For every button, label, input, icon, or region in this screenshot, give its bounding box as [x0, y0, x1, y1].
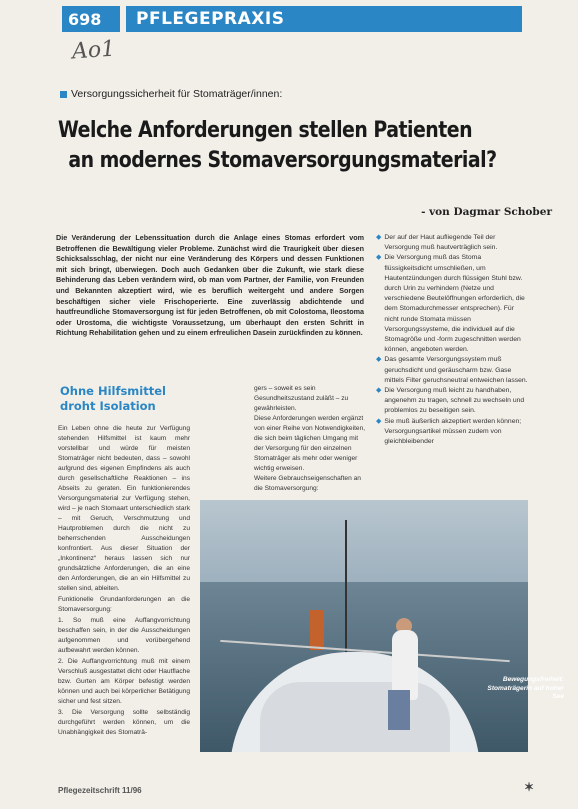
middle-column — [254, 384, 366, 494]
left-column — [58, 424, 190, 739]
list-item: ◆ Sie muß äußerlich akzeptiert werden können; Versorgungsartikel müssen zudem von gleichbleibender — [376, 417, 528, 448]
photo-sky — [200, 500, 528, 582]
list-item: ◆ Der auf der Haut aufliegende Teil der Versorgung muß hautverträglich sein. — [376, 233, 528, 253]
kicker-text: Versorgungssicherheit für Stomaträger/innen: — [71, 88, 283, 100]
diamond-bullet-icon: ◆ — [376, 234, 382, 241]
diamond-bullet-icon: ◆ — [376, 356, 382, 364]
diamond-bullet-icon: ◆ — [376, 254, 382, 262]
headline-line-2: an modernes Stomaversorgungsmaterial? — [68, 148, 497, 173]
numbered-item: 1. So muß eine Auffangvorrichtung beschaffen sein, in der die Ausscheidungen aufgenommen und vorübergehend aufbewahrt werden können. — [58, 617, 190, 654]
paragraph: gers – soweit es sein Gesundheitszustand zuläßt – zu gewährleisten. — [254, 385, 349, 412]
footer-journal: Pflegezeitschrift 11/96 — [58, 786, 142, 795]
right-column — [376, 233, 528, 447]
paragraph: Diese Anforderungen werden ergänzt von einer Reihe von Notwendigkeiten, die sich beim täglichen Umgang mit der Versorgung für den einzelnen Stomaträger als mehr oder weniger wichtig erweisen. — [254, 415, 366, 472]
section-title: PFLEGEPRAXIS — [126, 6, 522, 32]
square-bullet-icon — [60, 91, 67, 98]
diamond-bullet-icon: ◆ — [376, 387, 382, 395]
paragraph: Weitere Gebrauchseigenschaften an die Stomaversorgung: — [254, 475, 361, 492]
intro-paragraph: Die Veränderung der Lebenssituation durch die Anlage eines Stomas erfordert vom Betroffenen die Bewältigung vieler Probleme. Zunächst wird die Traurigkeit über diesen Schicksalsschlag, der nicht nur eine Veränderung des Körpers und dessen Funktionen mit sich bringt, überwiegen. Doch auch Gedanken über die Zukunft, wie stark diese Behinderung das Leben verändern wird, ob man vom Partner, der Familie, von Freunden und Bekannten akzeptiert wird, wie es beruflich weitergeht und andere Sorgen beschäftigen sicher viele Frischoperierte. Eine zuverlässig abdichtende und hautfreundliche Stomaversorgung ist für jeden Betroffenen, ob mit Colostoma, Ileostoma oder Urostoma, die wichtigste Voraussetzung, um überhaupt den ersten Schritt in Richtung Rehabilitation gehen und zu einem erfreulichen Dasein zurückfinden zu können. — [56, 233, 364, 338]
photo-flag — [310, 610, 324, 650]
sailing-photo — [200, 500, 528, 752]
page-number: 698 — [62, 6, 120, 32]
headline — [58, 116, 540, 176]
paragraph: Ein Leben ohne die heute zur Verfügung stehenden Hilfsmittel ist kaum mehr vorstellbar und würde für meisten Stomaträger nicht bedeuten, dass – sowohl aufgrund des eigenen Empfindens als auch durch gesellschaftliche Reaktionen – ins Abseits zu geraten. Ein funktionierendes Versorgungsmaterial zur Verfügung stehen, wird – je nach Stomaart unterschiedlich stark – mit Geruch, Verschmutzung und Hautproblemen durch die nicht zu beherrschenden Ausscheidungen konfrontiert. Aus dieser Situation der „Inkontinenz“ heraus lassen sich nur grundsätzliche Anforderungen, die an eine den Anforderungen, die an ein Hilfsmittel zu stellen sind, ableiten. — [58, 425, 190, 592]
headline-line-1: Welche Anforderungen stellen Patienten — [58, 118, 473, 143]
list-item: ◆ Das gesamte Versorgungssystem muß geruchsdicht und geräuscharm bzw. Gase mittels Filter geruchsneutral entweichen lassen. — [376, 355, 528, 386]
paragraph: Funktionelle Grundanforderungen an die Stomaversorgung: — [58, 596, 190, 613]
numbered-item: 2. Die Auffangvorrichtung muß mit einem Verschluß ausgestattet dicht oder Hautflache bzw. Gurten am Körper befestigt werden können und auch bei körperlicher Betätigung sicher und fest sitzen. — [58, 658, 190, 705]
list-item: ◆ Die Versorgung muß das Stoma flüssigkeitsdicht umschließen, um Hautentzündungen durch flüssigen Stuhl bzw. durch Urin zu verhindern (Netze und verschiedene Beutelöffnungen erforderlich, die dem Stomadurchmesser entsprechen). Für nicht runde Stomata müssen Versorgungssysteme, die individuell auf die Stomagröße und -form zugeschnitten werden können, angeboten werden. — [376, 253, 528, 355]
numbered-item: 3. Die Versorgung sollte selbständig durchgeführt werden können, um die Unabhängigkeit des Stomaträ- — [58, 709, 190, 736]
photo-person-legs — [388, 690, 410, 730]
photo-caption: Bewegungsfreiheit: Stomaträgerin auf hoher See — [487, 676, 564, 700]
diamond-bullet-icon: ◆ — [376, 417, 382, 425]
publisher-logo-icon: ✶ — [523, 780, 534, 794]
author-byline: - von Dagmar Schober — [421, 206, 552, 218]
kicker — [60, 88, 282, 100]
photo-deck — [260, 682, 450, 752]
header-bar — [62, 6, 522, 32]
section-subheading: Ohne Hilfsmittel droht Isolation — [60, 384, 166, 413]
handwritten-note: Ao1 — [71, 36, 116, 65]
list-item: ◆ Die Versorgung muß leicht zu handhaben, angenehm zu tragen, schnell zu wechseln und problemlos zu beseitigen sein. — [376, 386, 528, 417]
